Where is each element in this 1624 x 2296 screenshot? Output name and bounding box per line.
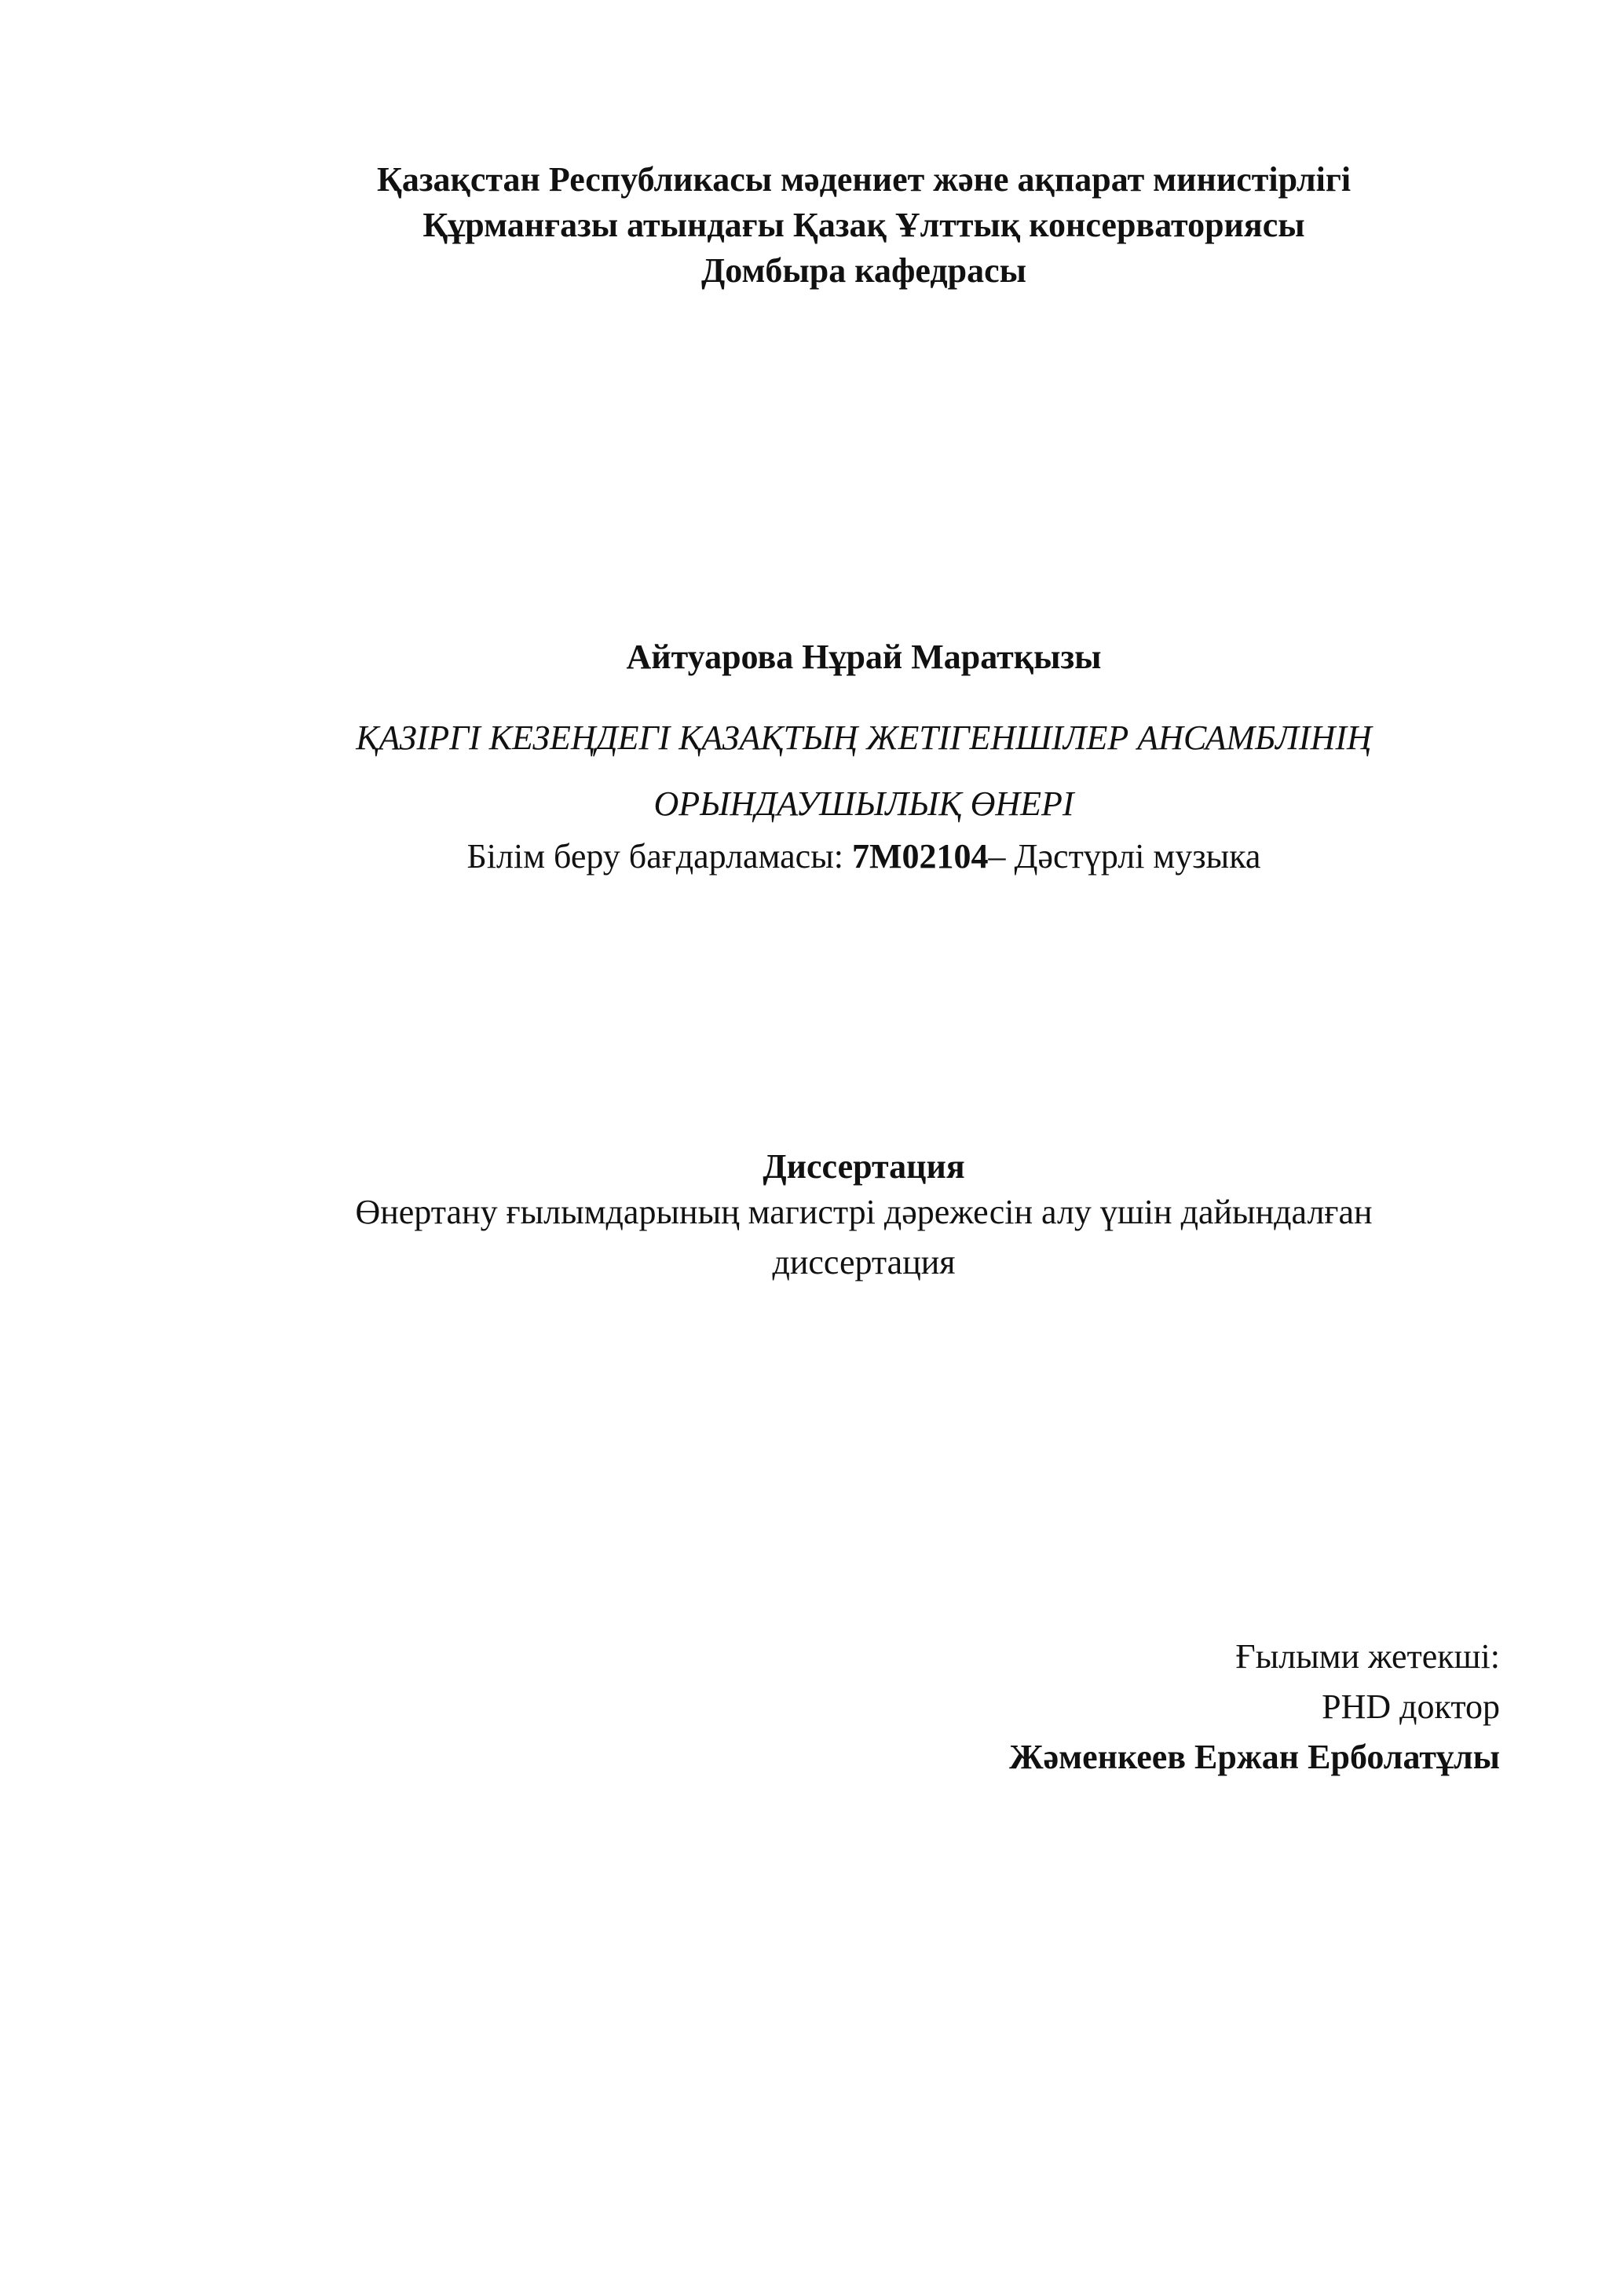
author-name: Айтуарова Нұрай Маратқызы bbox=[626, 638, 1102, 676]
supervisor-block bbox=[1009, 1632, 1500, 1782]
dissertation-heading: Диссертация bbox=[763, 1147, 965, 1186]
thesis-title-line-1: ҚАЗІРГІ КЕЗЕҢДЕГІ ҚАЗАҚТЫҢ ЖЕТІГЕНШІЛЕР АНСАМБЛІНІҢ bbox=[356, 718, 1372, 757]
thesis-title-line-2: ОРЫНДАУШЫЛЫҚ ӨНЕРІ bbox=[653, 784, 1074, 823]
supervisor-name: Жәменкеев Ержан Ерболатұлы bbox=[1009, 1738, 1500, 1776]
program-name: – Дәстүрлі музыка bbox=[988, 837, 1261, 876]
thesis-title bbox=[236, 705, 1492, 837]
dissertation-description-line-1: Өнертану ғылымдарының магистрі дәрежесін алу үшін дайындалған bbox=[355, 1193, 1373, 1231]
education-program bbox=[236, 834, 1492, 879]
conservatory-name: Құрманғазы атындағы Қазақ Ұлттық консерваториясы bbox=[422, 206, 1305, 244]
program-label: Білім беру бағдарламасы: bbox=[466, 837, 852, 876]
dissertation-description-line-2: диссертация bbox=[772, 1243, 956, 1281]
program-code: 7М02104 bbox=[851, 837, 989, 876]
institution-header bbox=[236, 157, 1492, 294]
supervisor-label: Ғылыми жетекші: bbox=[1235, 1637, 1500, 1676]
ministry-name: Қазақстан Республикасы мәдениет және ақпарат министірлігі bbox=[376, 160, 1352, 199]
dissertation-description bbox=[236, 1187, 1492, 1288]
department-name: Домбыра кафедрасы bbox=[701, 251, 1026, 290]
supervisor-degree: PHD доктор bbox=[1322, 1687, 1500, 1726]
